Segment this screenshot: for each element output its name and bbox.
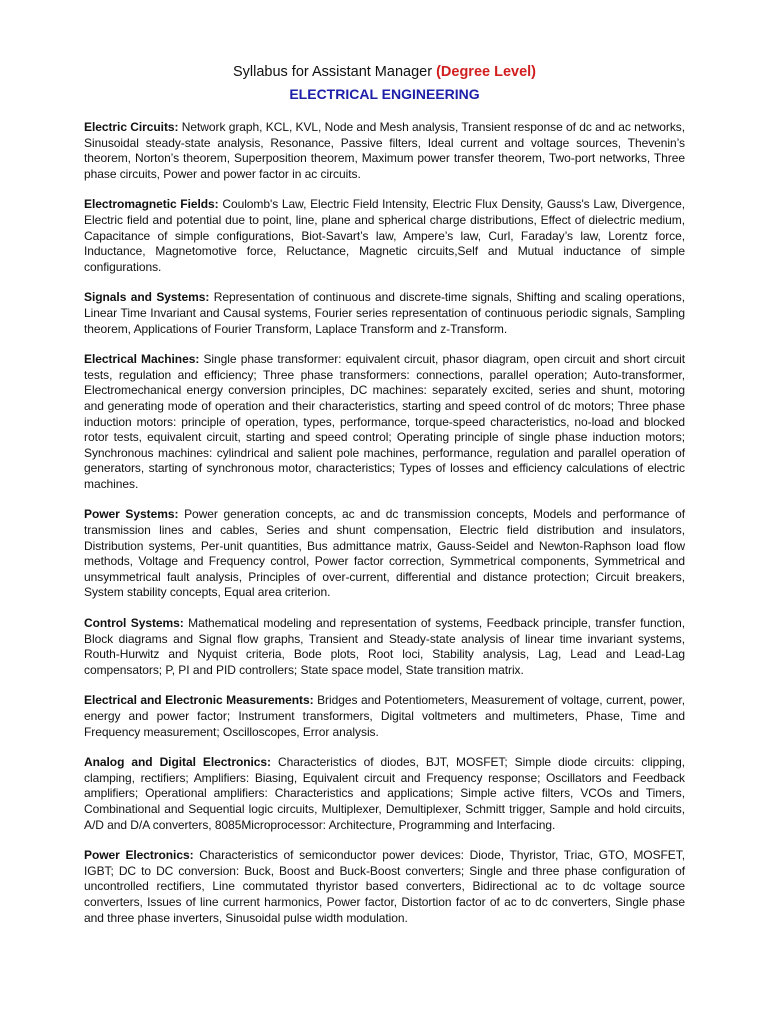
section-heading: Electric Circuits: bbox=[84, 120, 179, 134]
section-text: Mathematical modeling and representation of systems, Feedback principle, transfer function, Block diagrams and Signal flow graphs, Transient and Steady-state analysis of linear time invariant systems, Routh-Hurwitz and Nyquist criteria, Bode plots, Root loci, Stability analysis, Lag, Lead and Lead-Lag compensators; P, PI and PID controllers; State space model, State transition matrix. bbox=[84, 616, 685, 677]
section-text: Representation of continuous and discrete-time signals, Shifting and scaling operations, Linear Time Invariant and Causal systems, Fourier series representation of continuous periodic signals, Sampling theorem, Applications of Fourier Transform, Laplace Transform and z-Transform. bbox=[84, 290, 686, 336]
section-text: Bridges and Potentiometers, Measurement of voltage, current, power, energy and power factor; Instrument transformers, Digital voltmeters and multimeters, Phase, Time and Frequency measurement; Oscilloscopes, Error analysis. bbox=[84, 693, 685, 739]
section-heading: Electrical Machines: bbox=[84, 352, 200, 367]
section-analog-digital-electronics bbox=[84, 755, 685, 833]
section-power-systems bbox=[84, 507, 685, 601]
title-prefix: Syllabus for Assistant Manager bbox=[232, 64, 437, 80]
section-text: Power generation concepts, ac and dc transmission concepts, Models and performance of transmission lines and cables, Series and shunt compensation, Electric field distribution and insulators, Distribution systems, Per-unit quantities, Bus admittance matrix, Gauss-Seidel and Newton-Raphson load flow methods, Voltage and Frequency control, Power factor correction, Symmetrical components, Symmetrical and unsymmetrical fault analysis, Principles of over-current, differential and distance protection; Circuit breakers, System stability concepts, Equal area criterion. bbox=[84, 507, 685, 600]
document-title bbox=[84, 62, 685, 82]
section-heading: Control Systems: bbox=[84, 616, 184, 631]
section-electric-circuits bbox=[84, 120, 685, 182]
section-measurements bbox=[84, 693, 685, 740]
section-text: Network graph, KCL, KVL, Node and Mesh analysis, Transient response of dc and ac networks, Sinusoidal steady-state analysis, Resonance, Passive filters, Ideal current and voltage sources, Thevenin’s theorem, Norton’s theorem, Superposition theorem, Maximum power transfer theorem, Two-port networks, Three phase circuits, Power and power factor in ac circuits. bbox=[84, 120, 685, 181]
section-text: Characteristics of diodes, BJT, MOSFET; Simple diode circuits: clipping, clamping, rectifiers; Amplifiers: Biasing, Equivalent circuit and Frequency response; Oscillators and Feedback amplifiers; Operational amplifiers: Characteristics and applications; Simple active filters, VCOs and Timers, Combinational and Sequential logic circuits, Multiplexer, Demultiplexer, Schmitt trigger, Sample and hold circuits, A/D and D/A converters, 8085Microprocessor: Architecture, Programming and Interfacing. bbox=[84, 755, 685, 832]
section-heading: Power Electronics: bbox=[84, 848, 194, 863]
title-highlight: (Degree Level) bbox=[436, 64, 537, 80]
section-text: Coulomb's Law, Electric Field Intensity, Electric Flux Density, Gauss's Law, Divergence, Electric field and potential due to point, line, plane and spherical charge distributions, Effect of dielectric medium, Capacitance of simple configurations, Biot-Savart’s law, Ampere’s law, Curl, Faraday’s law, Lorentz force, Inductance, Magnetomotive force, Reluctance, Magnetic circuits,Self and Mutual inductance of simple configurations. bbox=[84, 197, 685, 274]
section-heading: Electrical and Electronic Measurements: bbox=[84, 693, 314, 708]
document-subtitle: ELECTRICAL ENGINEERING bbox=[289, 86, 480, 102]
section-electrical-machines bbox=[84, 352, 685, 492]
section-heading: Electromagnetic Fields: bbox=[84, 197, 219, 212]
section-electromagnetic-fields bbox=[84, 197, 685, 275]
section-power-electronics bbox=[84, 848, 685, 926]
syllabus-page bbox=[84, 62, 685, 941]
section-heading: Power Systems: bbox=[84, 507, 179, 522]
section-text: Single phase transformer: equivalent circuit, phasor diagram, open circuit and short circuit tests, regulation and efficiency; Three phase transformers: connections, parallel operation; Auto-transformer, Electromechanical energy conversion principles, DC machines: separately excited, series and shunt, motoring and generating mode of operation and their characteristics, starting and speed control of dc motors; Three phase induction motors: principle of operation, types, performance, torque-speed characteristics, no-load and blocked rotor tests, equivalent circuit, starting and speed control; Operating principle of single phase induction motors; Synchronous machines: cylindrical and salient pole machines, performance, regulation and parallel operation of generators, starting of synchronous motor, characteristics; Types of losses and efficiency calculations of electric machines. bbox=[84, 352, 686, 491]
section-heading: Analog and Digital Electronics: bbox=[84, 755, 271, 770]
section-signals-and-systems bbox=[84, 290, 685, 337]
section-text: Characteristics of semiconductor power devices: Diode, Thyristor, Triac, GTO, MOSFET, IGBT; DC to DC conversion: Buck, Boost and Buck-Boost converters; Single and three phase configuration of uncontrolled rectifiers, Line commutated thyristor based converters, Bidirectional ac to dc voltage source converters, Issues of line current harmonics, Power factor, Distortion factor of ac to dc converters, Single phase and three phase inverters, Sinusoidal pulse width modulation. bbox=[84, 848, 685, 925]
section-heading: Signals and Systems: bbox=[84, 290, 210, 305]
section-control-systems bbox=[84, 616, 685, 678]
